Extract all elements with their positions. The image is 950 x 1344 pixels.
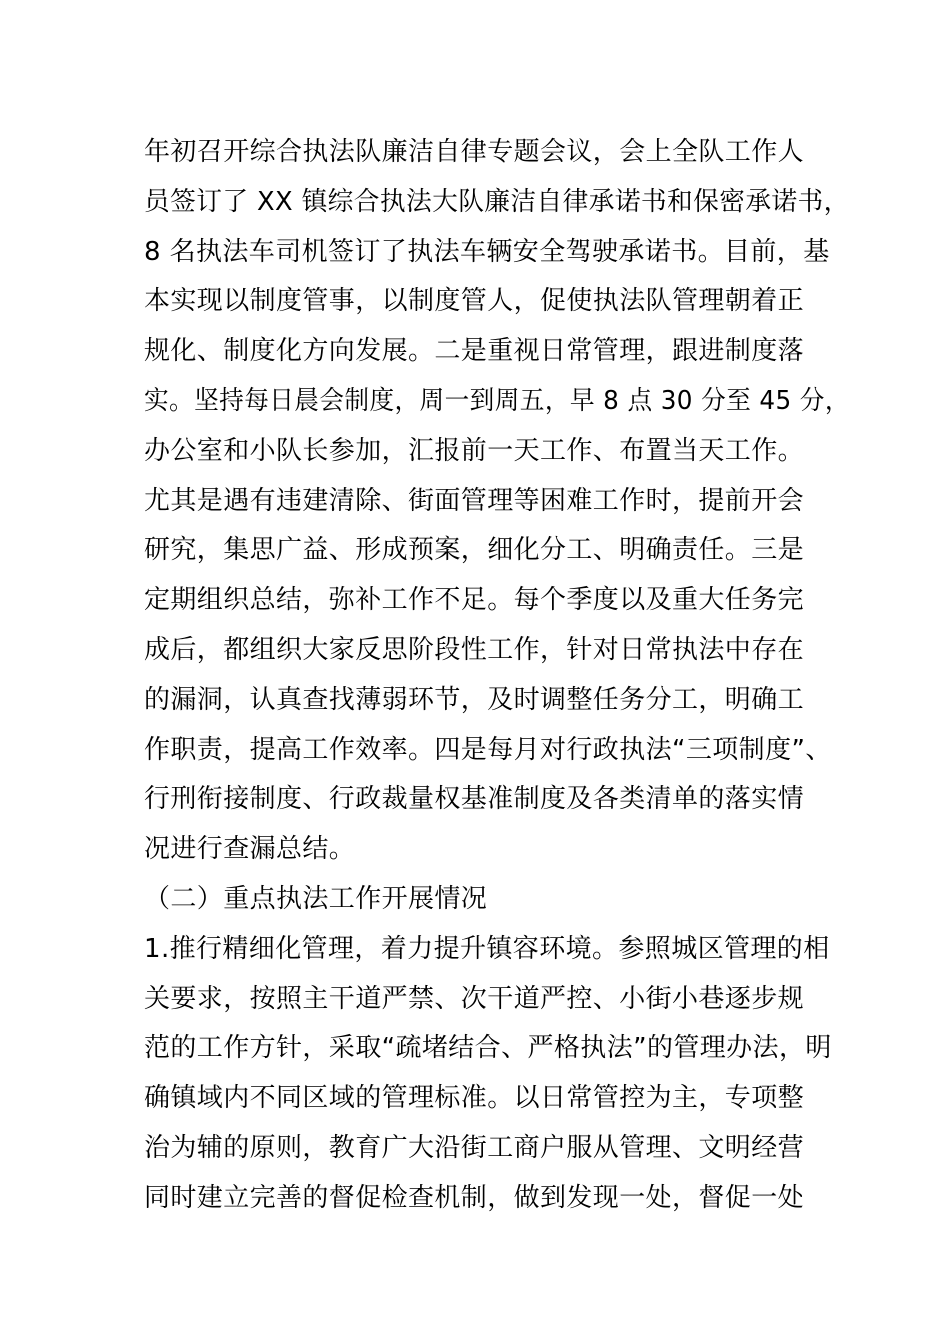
text-line-1: 年初召开综合执法队廉洁自律专题会议，会上全队工作人 <box>144 137 805 167</box>
text-line-14: 行刑衔接制度、行政裁量权基准制度及各类清单的落实情 <box>144 784 805 814</box>
text-line-18: 关要求，按照主干道严禁、次干道严控、小街小巷逐步规 <box>144 984 805 1014</box>
text-line-7: 办公室和小队长参加，汇报前一天工作、布置当天工作。 <box>144 436 805 466</box>
text-line-5: 规化、制度化方向发展。二是重视日常管理，跟进制度落 <box>144 336 805 366</box>
text-line-17: 1.推行精细化管理，着力提升镇容环境。参照城区管理的相 <box>144 934 830 964</box>
text-line-11: 成后，都组织大家反思阶段性工作，针对日常执法中存在 <box>144 635 805 665</box>
text-line-9: 研究，集思广益、形成预案，细化分工、明确责任。三是 <box>144 535 805 565</box>
text-line-21: 治为辅的原则，教育广大沿街工商户服从管理、文明经营 <box>144 1133 805 1163</box>
section-heading: （二）重点执法工作开展情况 <box>144 884 488 914</box>
text-line-12: 的漏洞，认真查找薄弱环节，及时调整任务分工，明确工 <box>144 685 805 715</box>
text-line-15: 况进行查漏总结。 <box>144 834 356 864</box>
text-line-3: 8 名执法车司机签订了执法车辆安全驾驶承诺书。目前，基 <box>144 237 830 267</box>
text-line-6: 实。坚持每日晨会制度，周一到周五，早 8 点 30 分至 45 分， <box>144 386 850 416</box>
text-line-20: 确镇域内不同区域的管理标准。以日常管控为主，专项整 <box>144 1083 805 1113</box>
text-line-13: 作职责，提高工作效率。四是每月对行政执法“三项制度”、 <box>144 735 832 765</box>
text-line-19: 范的工作方针，采取“疏堵结合、严格执法”的管理办法，明 <box>144 1033 832 1063</box>
text-line-8: 尤其是遇有违建清除、街面管理等困难工作时，提前开会 <box>144 486 805 516</box>
text-line-10: 定期组织总结，弥补工作不足。每个季度以及重大任务完 <box>144 585 805 615</box>
text-line-2: 员签订了 XX 镇综合执法大队廉洁自律承诺书和保密承诺书， <box>144 187 850 217</box>
text-line-4: 本实现以制度管事，以制度管人，促使执法队管理朝着正 <box>144 286 805 316</box>
text-line-22: 同时建立完善的督促检查机制，做到发现一处，督促一处 <box>144 1183 805 1213</box>
